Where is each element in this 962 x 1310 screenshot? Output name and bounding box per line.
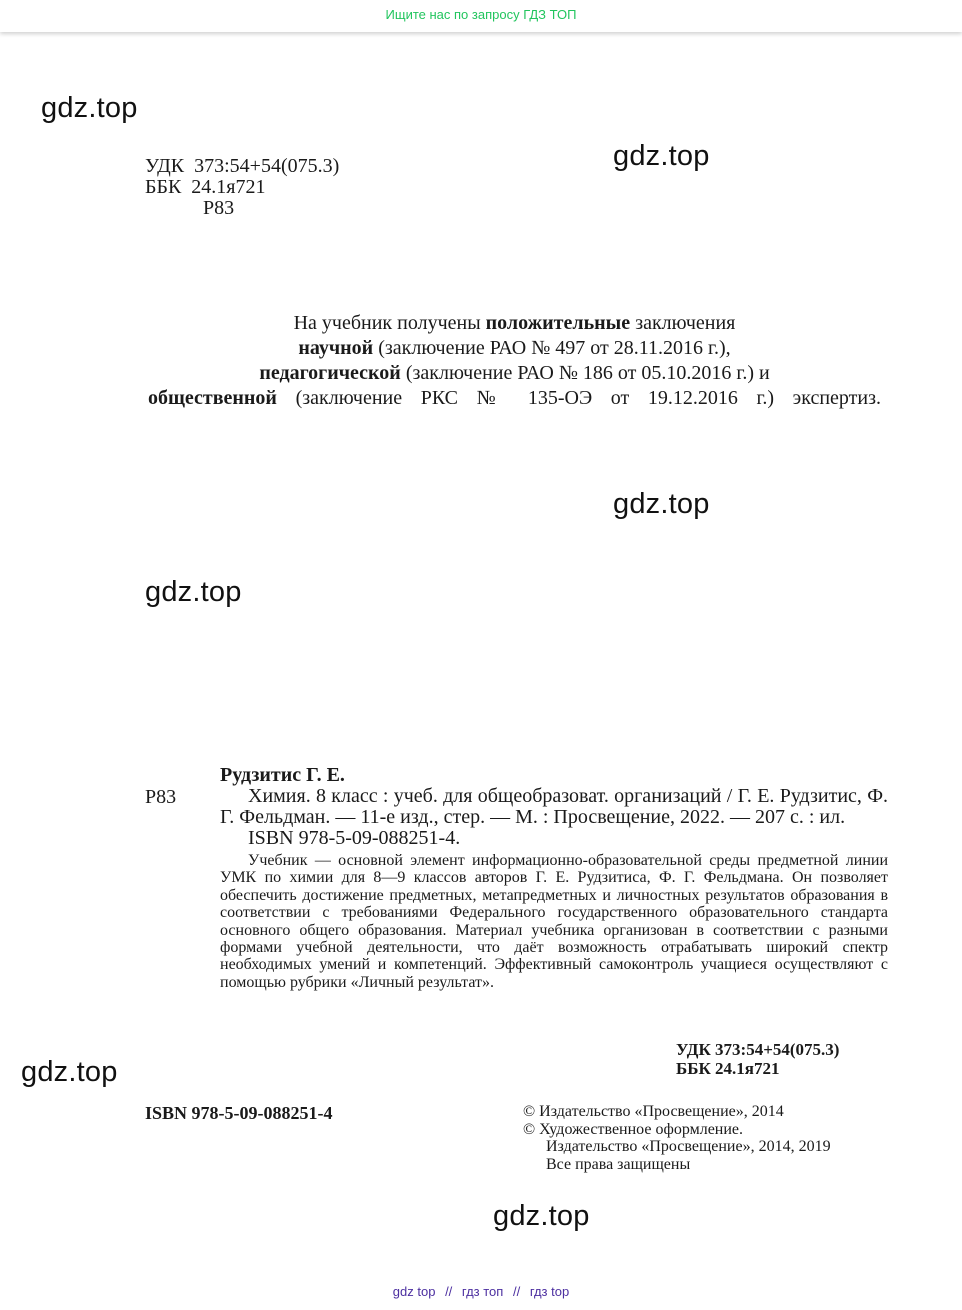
approval-text: (заключение РАО № 497 от 28.11.2016 г.),	[373, 337, 731, 359]
udk-code: УДК 373:54+54(075.3)	[145, 155, 340, 177]
approval-text: (заключение РАО № 186 от 05.10.2016 г.) и	[400, 362, 770, 384]
footer-separator: //	[445, 1284, 453, 1299]
watermark: gdz.top	[21, 1056, 118, 1088]
card-bbk: ББК 24.1я721	[676, 1059, 780, 1078]
card-codes	[676, 1040, 839, 1078]
banner-text[interactable]: Ищите нас по запросу ГДЗ ТОП	[385, 7, 577, 22]
bbk-code: ББК 24.1я721	[145, 176, 266, 198]
approval-text: заключения	[630, 312, 736, 334]
copyright-line: Все права защищены	[546, 1155, 691, 1173]
copyright-line: © Художественное оформление.	[523, 1120, 744, 1138]
isbn-imprint: ISBN 978-5-09-088251-4	[145, 1103, 333, 1123]
watermark: gdz.top	[41, 92, 138, 124]
approval-emphasis: педагогической	[259, 362, 401, 384]
copyright-line: Издательство «Просвещение», 2014, 2019	[546, 1138, 831, 1155]
approval-text: На учебник получены	[293, 312, 486, 334]
approval-statement	[148, 311, 881, 411]
footer-separator: //	[512, 1284, 521, 1299]
card-udk: УДК 373:54+54(075.3)	[676, 1040, 840, 1059]
card-author: Рудзитис Г. Е.	[220, 764, 345, 786]
approval-text: (заключение РКС № 135-ОЭ от 19.12.2016 г.) экспертиз.	[276, 387, 881, 409]
author-sign: Р83	[203, 197, 235, 219]
footer-links	[0, 1284, 962, 1299]
approval-emphasis: научной	[298, 337, 374, 359]
watermark: gdz.top	[493, 1200, 590, 1232]
footer-link[interactable]: gdz top	[392, 1284, 436, 1299]
classification-block	[145, 156, 339, 219]
watermark: gdz.top	[145, 576, 242, 608]
watermark: gdz.top	[613, 140, 710, 172]
footer-link[interactable]: гдз топ	[461, 1284, 504, 1299]
bibliographic-description: Химия. 8 класс : учеб. для общеобразоват. организаций / Г. Е. Рудзитис, Ф. Г. Фельдман. — 11-е изд., стер. — М. : Просвещение, 2022. — 207 с. : ил.	[220, 785, 888, 828]
copyright-block	[523, 1103, 831, 1173]
copyright-line: © Издательство «Просвещение», 2014	[523, 1103, 784, 1120]
card-author-sign: Р83	[145, 786, 177, 808]
watermark: gdz.top	[613, 488, 710, 520]
catalog-card	[220, 764, 888, 991]
approval-emphasis: общественной	[148, 387, 277, 409]
top-banner	[0, 0, 962, 32]
card-isbn: ISBN 978-5-09-088251-4.	[248, 827, 461, 849]
footer-link[interactable]: гдз top	[529, 1284, 570, 1299]
approval-emphasis: положительные	[485, 312, 631, 334]
annotation: Учебник — основной элемент информационно-образовательной среды предметной линии УМК по химии для 8—9 классов авторов Г. Е. Рудзитиса, Ф. Г. Фельдмана. Он позволяет обеспечить достижение предметных, метапредметных и личностных результатов образования в соответствии с требованиями Федерального государственного образовательного стандарта основного общего образования. Материал учебника организован в соответствии с разными формами учебной деятельности, что даёт возможность отрабатывать широкий спектр необходимых умений и компетенций. Эффективный самоконтроль учащиеся осуществляют с помощью рубрики «Личный результат».	[220, 852, 888, 991]
